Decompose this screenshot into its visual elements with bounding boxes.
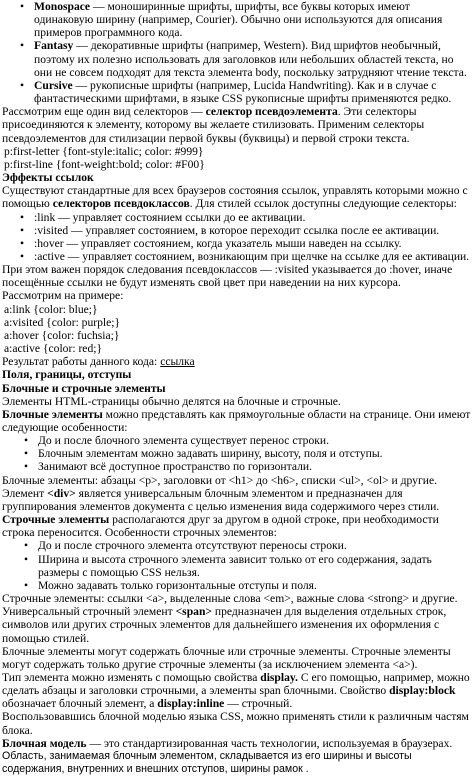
bullet-icon: • — [20, 0, 25, 13]
list-item — [2, 79, 472, 105]
list-text: :hover — управляет состоянием, когда указатель мыши наведен на ссылку. — [34, 236, 402, 250]
inline-paragraph — [2, 513, 472, 539]
bullet-icon: • — [24, 552, 29, 566]
text: — строчный. — [224, 697, 293, 711]
list-text: Блочным элементам можно задавать ширину, высоту, поля и отступы. — [38, 447, 383, 461]
contain-paragraph: Блочные элементы могут содержать блочные или строчные элементы. Строчные элементы могут содержать только другие строчные элементы (за исключением элемента <a>). — [2, 644, 451, 671]
term: Monospace — [34, 0, 91, 13]
bullet-icon: • — [24, 447, 29, 461]
text: Универсальный строчный элемент — [2, 605, 176, 619]
list-text: Занимают всё доступное пространство по горизонтали. — [38, 460, 312, 474]
list-text: Можно задавать только горизонтальные отступы и поля. — [38, 578, 317, 592]
bullet-icon: • — [24, 460, 29, 474]
code-example: a:visited {color: purple;} — [4, 315, 121, 329]
list-text: — моноширинные шрифты, шрифты, все буквы которых имеют одинаковую ширину (например, Courier). Обычно они используются для описания примеров программного кода. — [34, 0, 443, 40]
term: Блочные элементы — [2, 407, 103, 421]
section-heading: Блочные и строчные элементы — [2, 381, 166, 395]
list-item — [2, 39, 472, 78]
text: обозначает блочный элемент, а — [2, 697, 158, 711]
span-paragraph — [2, 605, 472, 644]
order-paragraph: При этом важен порядок следования псевдоклассов — :visited указывается до :hover, иначе посещённые ссылки не будут изменять свой цвет при наведении на них курсора. — [2, 263, 453, 290]
box-model-paragraph — [2, 737, 472, 750]
list-text: До и после блочного элемента существует перенос строки. — [38, 434, 330, 448]
term: Блочная модель — [2, 736, 87, 750]
links-intro — [2, 184, 472, 210]
list-text: — рукописные шрифты (например, Lucida Handwriting). Как и в случае с фантастическими шрифтами, в языке CSS рукописные шрифты применяются редко. — [34, 78, 452, 106]
bullet-icon: • — [20, 223, 25, 237]
list-item — [2, 579, 472, 592]
list-item — [2, 224, 472, 237]
list-item — [2, 553, 472, 579]
block-examples: Блочные элементы: абзацы <p>, заголовки от <h1> до <h6>, списки <ul>, <ol> и другие. — [2, 473, 437, 487]
term: Fantasy — [34, 39, 74, 53]
bullet-icon: • — [20, 78, 25, 92]
text: располагаются друг за другом в одной строке, при необходимости строка переносится. Особенности строчных элементов: — [2, 513, 439, 540]
bullet-icon: • — [20, 39, 25, 53]
code-example: a:hover {color: fuchsia;} — [4, 328, 120, 342]
font-family-list — [2, 0, 472, 105]
list-text: — декоративные шрифты (например, Western). Вид шрифтов необычный, поэтому их полезно использовать для заголовков или небольших областей текста, но они не совсем подходят для текста элемента body, поскольку затрудняют чтение текста. — [34, 39, 467, 79]
area-paragraph: Область, занимаемая блочным элементом, складывается из его ширины и высоты содержания, внутренних и внешних отступов, ширины рамок . — [2, 749, 412, 776]
list-text: :active — управляет состоянием, возникающим при щелчке на ссылке для ее активации. — [34, 249, 470, 263]
text: С его помощью, например, можно сделать абзацы и заголовки строчными, а элементы span блочными. Свойство — [2, 670, 470, 698]
bullet-icon: • — [24, 539, 29, 553]
list-item — [2, 0, 472, 39]
text: Результат работы данного кода: — [2, 355, 161, 369]
div-paragraph — [2, 487, 472, 513]
pseudo-class-list — [2, 211, 472, 264]
list-item — [2, 250, 472, 263]
box-paragraph: Воспользовавшись блочной моделью языка CSS, можно применять стили к различным частям блока. — [2, 710, 469, 737]
term: Строчные элементы — [2, 513, 110, 527]
text: предназначен для выделения отдельных строк, символов или других строчных элементов для дальнейшего изменения их оформления с помощью стилей. — [2, 605, 447, 645]
bullet-icon: • — [20, 236, 25, 250]
list-text: :visited — управляет состоянием, в которое переходит ссылка после ее активации. — [34, 223, 440, 237]
code-example: a:active {color: red;} — [4, 342, 103, 356]
block-paragraph — [2, 408, 472, 434]
text: Элемент — [2, 486, 48, 500]
text: — это стандартизированная часть технологии, используемая в браузерах. — [86, 736, 453, 750]
term: Cursive — [34, 78, 73, 92]
list-item — [2, 539, 472, 552]
list-item — [2, 434, 472, 447]
example-link[interactable]: ссылка — [160, 355, 195, 369]
bullet-icon: • — [20, 249, 25, 263]
inline-features-list — [2, 539, 472, 592]
example-intro: Рассмотрим на примере: — [2, 289, 124, 303]
list-item — [2, 460, 472, 473]
bullet-icon: • — [24, 434, 29, 448]
section-heading: Эффекты ссылок — [2, 171, 94, 185]
bullet-icon: • — [20, 210, 25, 224]
text: . Эти селекторы присоединяются к элементу, которому вы желаете стилизовать. Применим селекторы псевдоэлементов для стилизации первой буквы (буквицы) и первой строки текста. — [2, 105, 425, 145]
term: display. — [260, 670, 298, 684]
inline-examples: Строчные элементы: ссылки <a>, выделенные слова <em>, важные слова <strong> и другие. — [2, 592, 458, 606]
pseudo-element-paragraph — [2, 105, 472, 144]
list-text: До и после строчного элемента отсутствуют переносы строки. — [38, 539, 347, 553]
bullet-icon: • — [24, 578, 29, 592]
text: Рассмотрим еще один вид селекторов — — [2, 105, 206, 119]
list-item — [2, 237, 472, 250]
code-example: a:link {color: blue;} — [4, 302, 98, 316]
text: Тип элемента можно изменять с помощью свойства — [2, 670, 261, 684]
term: <span> — [175, 605, 212, 619]
list-text: :link — управляет состоянием ссылки до ее активации. — [34, 210, 306, 224]
result-line — [2, 355, 472, 368]
code-example: p:first-line {font-weight:bold; color: #F00} — [4, 157, 205, 171]
term: display:block — [389, 684, 456, 698]
text: можно представлять как прямоугольные области на странице. Они имеют следующие особенности: — [2, 407, 471, 434]
block-intro: Элементы HTML-страницы обычно делятся на блочные и строчные. — [2, 394, 341, 408]
section-heading: Поля, границы, отступы — [2, 368, 132, 382]
text: Существуют стандартные для всех браузеров состояния ссылок, управлять которыми можно с помощью — [2, 184, 468, 211]
term: селектор псевдоэлемента — [205, 105, 338, 119]
list-item — [2, 211, 472, 224]
term: селекторов псевдоклассов — [52, 197, 190, 211]
list-item — [2, 447, 472, 460]
term: <div> — [47, 486, 76, 500]
block-features-list — [2, 434, 472, 473]
code-example: p:first-letter {font-style:italic; color: #999} — [4, 144, 204, 158]
text: является универсальным блочным элементом и предназначен для группирования элементов документа с целью изменения вида содержимого через стили. — [2, 486, 440, 513]
list-text: Ширина и высота строчного элемента зависит только от его содержания, задать размеры с помощью CSS нельзя. — [38, 552, 432, 579]
text: . Для стилей ссылок доступны следующие селекторы: — [189, 197, 457, 211]
term: display:inline — [157, 697, 225, 711]
